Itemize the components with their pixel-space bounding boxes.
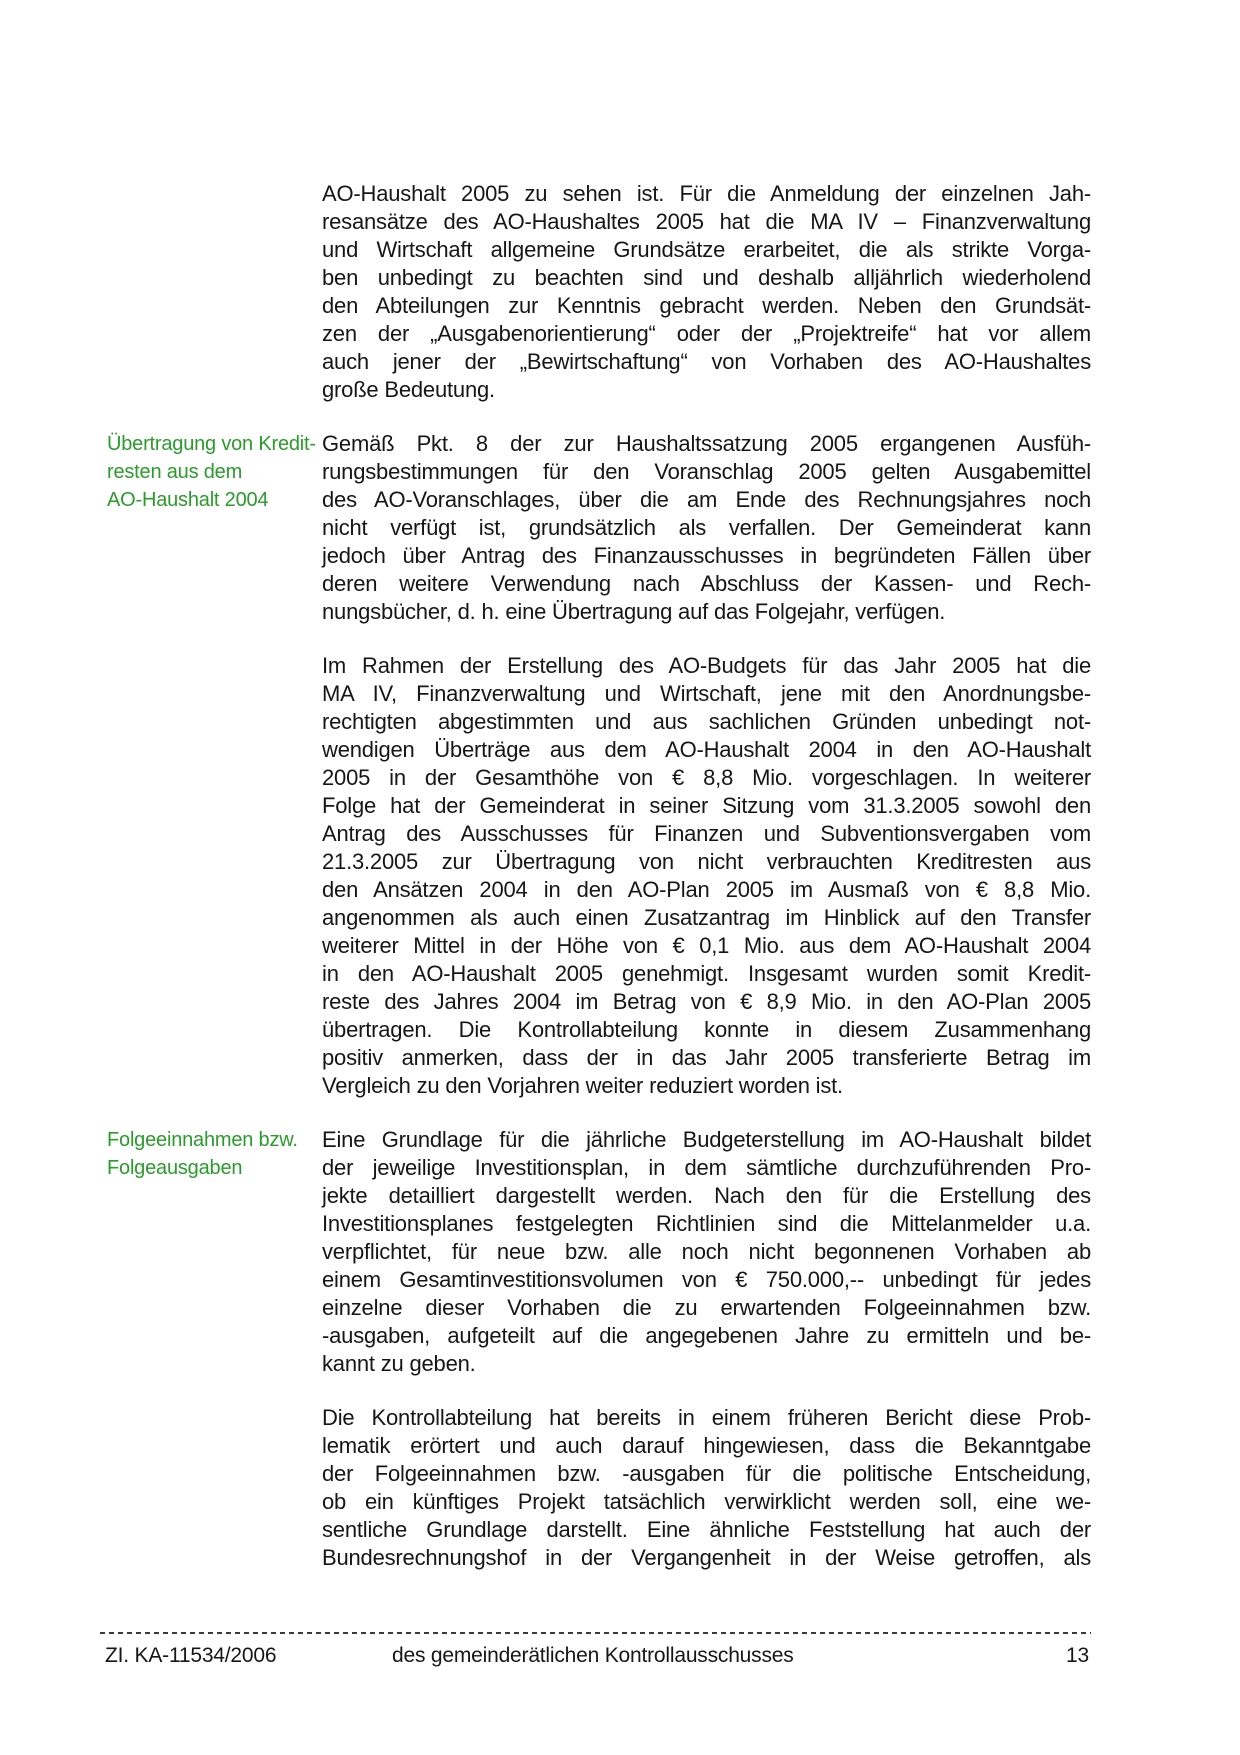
margin-label [107,180,322,404]
text-line: den Abteilungen zur Kenntnis gebracht werden. Neben den Grundsät- [322,293,1091,318]
text-line: Folge hat der Gemeinderat in seiner Sitzung vom 31.3.2005 sowohl den [322,793,1091,818]
text-line: ob ein künftiges Projekt tatsächlich verwirklicht werden soll, eine we- [322,1489,1091,1514]
text-line: des AO-Voranschlages, über die am Ende des Rechnungsjahres noch [322,487,1091,512]
text-line: reste des Jahres 2004 im Betrag von € 8,9 Mio. in den AO-Plan 2005 [322,989,1091,1014]
text-line: übertragen. Die Kontrollabteilung konnte in diesem Zusammenhang [322,1017,1091,1042]
text-line: lematik erörtert und auch darauf hingewiesen, dass die Bekanntgabe [322,1433,1091,1458]
footer-title: des gemeinderätlichen Kontrollausschusses [392,1644,794,1667]
text-line: positiv anmerken, dass der in das Jahr 2005 transferierte Betrag im [322,1045,1091,1070]
text-line: Antrag des Ausschusses für Finanzen und Subventionsvergaben vom [322,821,1091,846]
page-footer [100,1628,1091,1670]
text-line: AO-Haushalt 2005 zu sehen ist. Für die Anmeldung der einzelnen Jah- [322,181,1091,206]
footer-row [100,1642,1091,1670]
footer-page-number: 13 [1066,1644,1089,1667]
text-line: Bundesrechnungshof in der Vergangenheit in der Weise getroffen, als [322,1545,1091,1570]
text-line: angenommen als auch einen Zusatzantrag im Hinblick auf den Transfer [322,905,1091,930]
paragraph [322,1126,1091,1378]
text-line: Gemäß Pkt. 8 der zur Haushaltssatzung 2005 ergangenen Ausfüh- [322,431,1091,456]
text-line: kannt zu geben. [322,1351,476,1376]
text-line: der Folgeeinnahmen bzw. -ausgaben für die politische Entscheidung, [322,1461,1091,1486]
text-line: -ausgaben, aufgeteilt auf die angegebenen Jahre zu ermitteln und be- [322,1323,1091,1348]
text-line: rechtigten abgestimmten und aus sachlichen Gründen unbedingt not- [322,709,1091,734]
text-line: nicht verfügt ist, grundsätzlich als verfallen. Der Gemeinderat kann [322,515,1091,540]
paragraph-block [107,430,1091,626]
text-line: und Wirtschaft allgemeine Grundsätze erarbeitet, die als strikte Vorga- [322,237,1091,262]
text-line: einem Gesamtinvestitionsvolumen von € 750.000,-- unbedingt für jedes [322,1267,1091,1292]
margin-label [107,1404,322,1572]
text-line: wendigen Überträge aus dem AO-Haushalt 2004 in den AO-Haushalt [322,737,1091,762]
paragraph-block [107,180,1091,404]
text-line: jedoch über Antrag des Finanzausschusses in begründeten Fällen über [322,543,1091,568]
margin-label-line: Übertragung von Kredit- [107,433,316,455]
margin-label [107,430,322,626]
paragraph [322,652,1091,1100]
text-line: rungsbestimmungen für den Voranschlag 2005 gelten Ausgabemittel [322,459,1091,484]
text-line: verpflichtet, für neue bzw. alle noch nicht begonnenen Vorhaben ab [322,1239,1091,1264]
margin-label-line: Folgeausgaben [107,1157,243,1179]
text-line: jekte detailliert dargestellt werden. Nach den für die Erstellung des [322,1183,1091,1208]
text-line: nungsbücher, d. h. eine Übertragung auf das Folgejahr, verfügen. [322,599,946,624]
text-line: 2005 in der Gesamthöhe von € 8,8 Mio. vorgeschlagen. In weiterer [322,765,1091,790]
margin-label [107,1126,322,1378]
report-body [107,180,1091,1598]
margin-label-line: resten aus dem [107,461,243,483]
paragraph [322,180,1091,404]
text-line: Die Kontrollabteilung hat bereits in einem früheren Bericht diese Prob- [322,1405,1091,1430]
text-line: in den AO-Haushalt 2005 genehmigt. Insgesamt wurden somit Kredit- [322,961,1091,986]
text-line: große Bedeutung. [322,377,495,402]
text-line: auch jener der „Bewirtschaftung“ von Vorhaben des AO-Haushaltes [322,349,1091,374]
paragraph-block [107,1126,1091,1378]
text-line: sentliche Grundlage darstellt. Eine ähnliche Feststellung hat auch der [322,1517,1091,1542]
text-line: zen der „Ausgabenorientierung“ oder der „Projektreife“ hat vor allem [322,321,1091,346]
text-line: Eine Grundlage für die jährliche Budgeterstellung im AO-Haushalt bildet [322,1127,1091,1152]
margin-label-line: AO-Haushalt 2004 [107,489,269,511]
paragraph [322,1404,1091,1572]
paragraph [322,430,1091,626]
text-line: Vergleich zu den Vorjahren weiter reduziert worden ist. [322,1073,843,1098]
paragraph-block [107,652,1091,1100]
paragraph-block [107,1404,1091,1572]
text-line: der jeweilige Investitionsplan, in dem sämtliche durchzuführenden Pro- [322,1155,1091,1180]
text-line: Im Rahmen der Erstellung des AO-Budgets für das Jahr 2005 hat die [322,653,1091,678]
footer-reference: ZI. KA-11534/2006 [105,1644,277,1667]
text-line: den Ansätzen 2004 in den AO-Plan 2005 im Ausmaß von € 8,8 Mio. [322,877,1091,902]
margin-label-line: Folgeeinnahmen bzw. [107,1129,298,1151]
footer-divider [100,1632,1091,1634]
text-line: deren weitere Verwendung nach Abschluss der Kassen- und Rech- [322,571,1091,596]
text-line: 21.3.2005 zur Übertragung von nicht verbrauchten Kreditresten aus [322,849,1091,874]
text-line: einzelne dieser Vorhaben die zu erwartenden Folgeeinnahmen bzw. [322,1295,1091,1320]
text-line: weiterer Mittel in der Höhe von € 0,1 Mio. aus dem AO-Haushalt 2004 [322,933,1091,958]
text-line: Investitionsplanes festgelegten Richtlinien sind die Mittelanmelder u.a. [322,1211,1091,1236]
text-line: MA IV, Finanzverwaltung und Wirtschaft, jene mit den Anordnungsbe- [322,681,1091,706]
text-line: ben unbedingt zu beachten sind und deshalb alljährlich wiederholend [322,265,1091,290]
text-line: resansätze des AO-Haushaltes 2005 hat die MA IV – Finanzverwaltung [322,209,1091,234]
margin-label [107,652,322,1100]
